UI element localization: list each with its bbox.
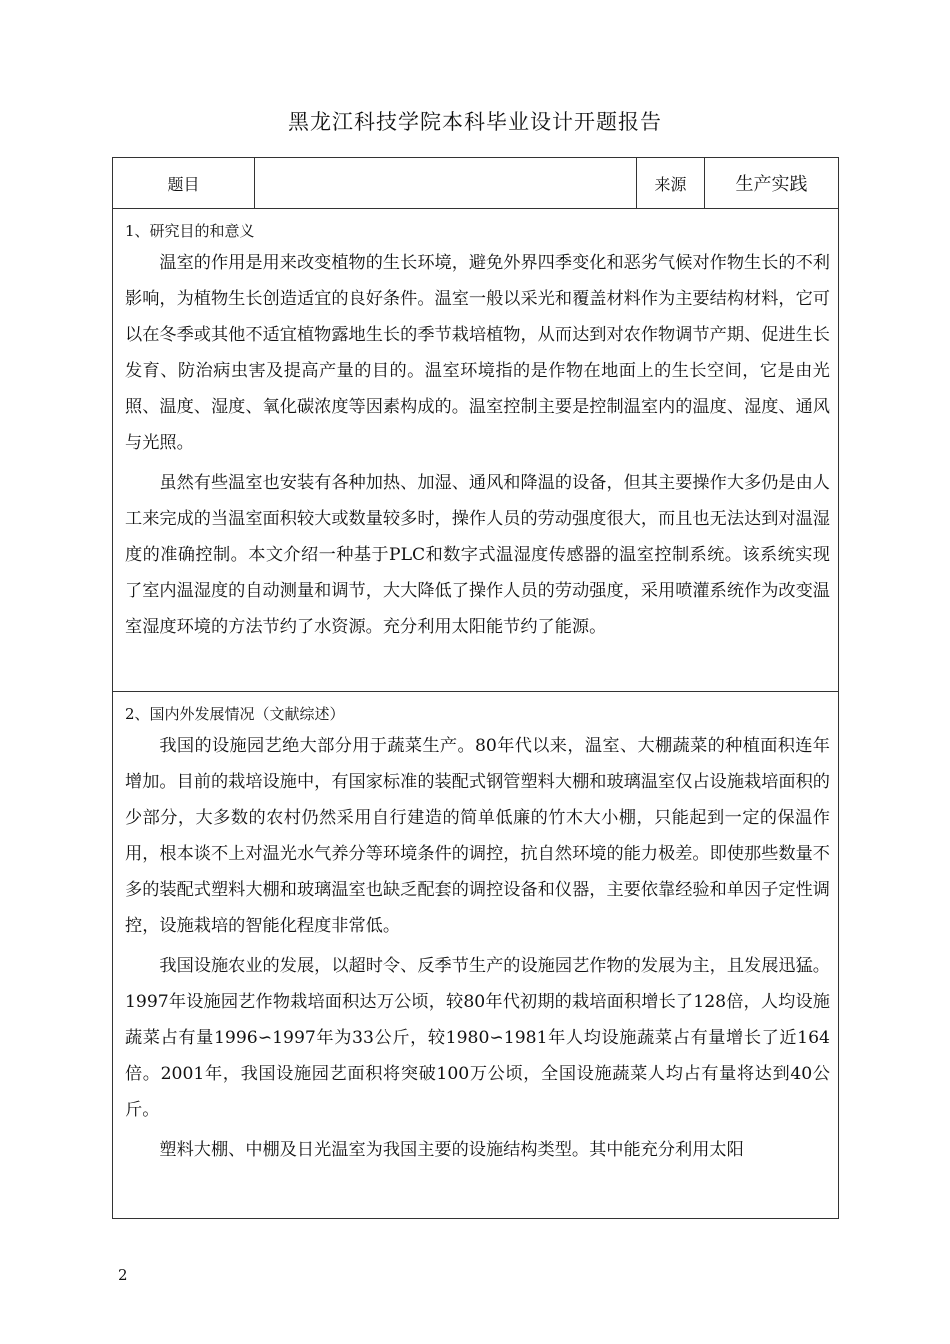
paragraph: 我国的设施园艺绝大部分用于蔬菜生产。80年代以来，温室、大棚蔬菜的种植面积连年增加。目前的栽培设施中，有国家标准的装配式钢管塑料大棚和玻璃温室仅占设施栽培面积的少部分，大多数的农村仍然采用自行建造的简单低廉的竹木大小棚，只能起到一定的保温作用，根本谈不上对温光水气养分等环境条件的调控，抗自然环境的能力极差。即使那些数量不多的装配式塑料大棚和玻璃温室也缺乏配套的调控设备和仪器，主要依靠经验和单因子定性调控，设施栽培的智能化程度非常低。	[125, 736, 830, 936]
paragraph: 我国设施农业的发展，以超时令、反季节生产的设施园艺作物的发展为主，且发展迅猛。1997年设施园艺作物栽培面积达万公顷，较80年代初期的栽培面积增长了128倍，人均设施蔬菜占有量1996∽1997年为33公斤，较1980∽1981年人均设施蔬菜占有量增长了近164倍。2001年，我国设施园艺面积将突破100万公顷，全国设施蔬菜人均占有量将达到40公斤。	[125, 956, 830, 1120]
source-value: 生产实践	[735, 174, 808, 195]
header-row	[113, 158, 838, 209]
section-literature-review	[113, 692, 838, 1218]
report-table	[112, 157, 839, 1219]
paragraph: 温室的作用是用来改变植物的生长环境，避免外界四季变化和恶劣气候对作物生长的不利影响，为植物生长创造适宜的良好条件。温室一般以采光和覆盖材料作为主要结构材料，它可以在冬季或其他不适宜植物露地生长的季节栽培植物，从而达到对农作物调节产期、促进生长发育、防治病虫害及提高产量的目的。温室环境指的是作物在地面上的生长空间，它是由光照、温度、湿度、氧化碳浓度等因素构成的。温室控制主要是控制温室内的温度、湿度、通风与光照。	[125, 253, 830, 453]
source-label: 来源	[637, 158, 705, 208]
section-heading: 1、研究目的和意义	[125, 222, 255, 240]
paragraph: 塑料大棚、中棚及日光温室为我国主要的设施结构类型。其中能充分利用太阳	[159, 1140, 744, 1160]
section-research-purpose	[113, 209, 838, 692]
paragraph: 虽然有些温室也安装有各种加热、加湿、通风和降温的设备，但其主要操作大多仍是由人工来完成的当温室面积较大或数量较多时，操作人员的劳动强度很大，而且也无法达到对温湿度的准确控制。本文介绍一种基于PLC和数字式温湿度传感器的温室控制系统。该系统实现了室内温湿度的自动测量和调节，大大降低了操作人员的劳动强度，采用喷灌系统作为改变温室湿度环境的方法节约了水资源。充分利用太阳能节约了能源。	[125, 473, 830, 637]
page-number: 2	[118, 1266, 128, 1284]
topic-value	[255, 158, 637, 208]
topic-label: 题目	[113, 158, 255, 208]
document-title: 黑龙江科技学院本科毕业设计开题报告	[288, 110, 662, 134]
section-heading: 2、国内外发展情况（文献综述）	[125, 705, 345, 723]
